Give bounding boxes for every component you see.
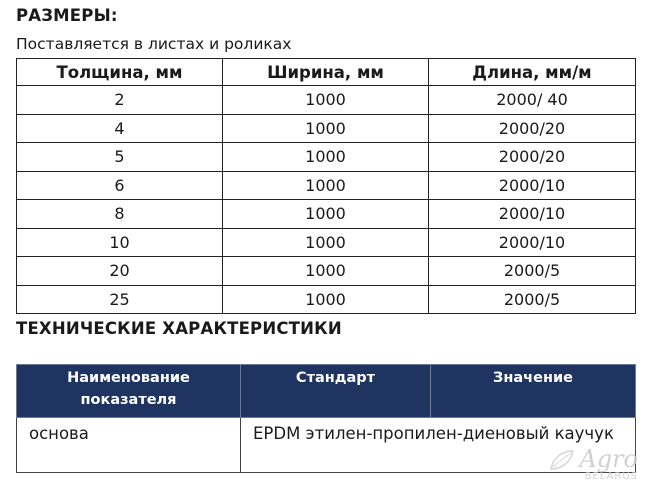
table-row	[17, 171, 636, 200]
thickness-cell: 20	[17, 257, 223, 286]
table-row	[17, 228, 636, 257]
watermark-sub: BELARUS	[584, 471, 638, 482]
col-thickness-header: Толщина, мм	[17, 59, 223, 86]
sizes-heading: РАЗМЕРЫ:	[16, 6, 118, 25]
sizes-subheading: Поставляется в листах и роликах	[16, 35, 292, 53]
table-row	[17, 114, 636, 143]
length-cell: 2000/10	[429, 200, 636, 229]
value-cell: EPDM этилен-пропилен-диеновый каучук	[241, 418, 636, 473]
table-row	[17, 257, 636, 286]
leaf-icon	[549, 449, 575, 471]
table-row	[17, 143, 636, 172]
table-row	[17, 285, 636, 314]
col-standard-header: Стандарт	[241, 365, 431, 418]
col-length-header: Длина, мм/м	[429, 59, 636, 86]
watermark-logo	[579, 447, 638, 482]
length-cell: 2000/10	[429, 228, 636, 257]
width-cell: 1000	[223, 114, 429, 143]
col-value-header: Значение	[431, 365, 636, 418]
col-parameter-header: Наименование показателя	[17, 365, 241, 418]
sizes-header-row	[17, 59, 636, 86]
width-cell: 1000	[223, 143, 429, 172]
length-cell: 2000/5	[429, 285, 636, 314]
watermark-name: Agro	[579, 445, 638, 473]
width-cell: 1000	[223, 285, 429, 314]
col-width-header: Ширина, мм	[223, 59, 429, 86]
thickness-cell: 5	[17, 143, 223, 172]
tech-table	[16, 364, 636, 473]
width-cell: 1000	[223, 257, 429, 286]
thickness-cell: 6	[17, 171, 223, 200]
width-cell: 1000	[223, 86, 429, 115]
length-cell: 2000/5	[429, 257, 636, 286]
table-row	[17, 200, 636, 229]
thickness-cell: 2	[17, 86, 223, 115]
sizes-table	[16, 58, 636, 314]
length-cell: 2000/ 40	[429, 86, 636, 115]
thickness-cell: 4	[17, 114, 223, 143]
thickness-cell: 10	[17, 228, 223, 257]
width-cell: 1000	[223, 171, 429, 200]
thickness-cell: 25	[17, 285, 223, 314]
width-cell: 1000	[223, 200, 429, 229]
tech-header-row	[17, 365, 636, 418]
width-cell: 1000	[223, 228, 429, 257]
length-cell: 2000/20	[429, 114, 636, 143]
length-cell: 2000/10	[429, 171, 636, 200]
parameter-cell: основа	[17, 418, 241, 473]
table-row	[17, 418, 636, 473]
tech-heading: ТЕХНИЧЕСКИЕ ХАРАКТЕРИСТИКИ	[16, 319, 342, 338]
length-cell: 2000/20	[429, 143, 636, 172]
table-row	[17, 86, 636, 115]
thickness-cell: 8	[17, 200, 223, 229]
